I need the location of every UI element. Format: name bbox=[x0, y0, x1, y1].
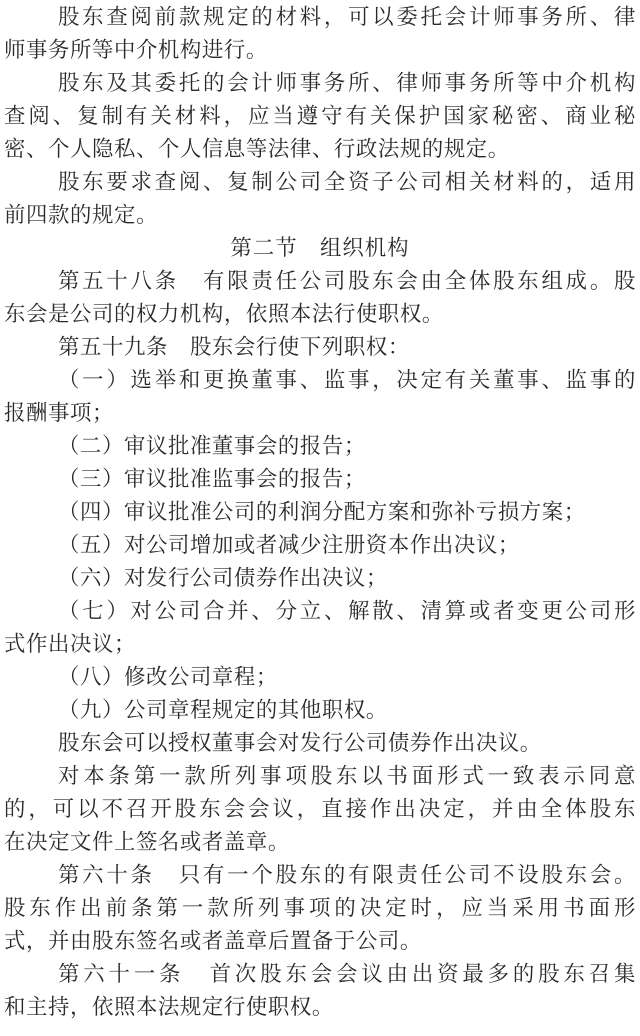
text-line: 东会是公司的权力机构，依照本法行使职权。 bbox=[4, 302, 444, 327]
text-line: （七）对公司合并、分立、解散、清算或者变更公司形 bbox=[58, 599, 636, 624]
text-line: 股东查阅前款规定的材料，可以委托会计师事务所、律 bbox=[58, 5, 636, 30]
text-line: 第五十九条 股东会行使下列职权： bbox=[58, 335, 410, 360]
text-line: 式作出决议； bbox=[4, 632, 136, 657]
text-line: 密、个人隐私、个人信息等法律、行政法规的规定。 bbox=[4, 137, 510, 162]
text-line: 师事务所等中介机构进行。 bbox=[4, 38, 268, 63]
text-line: 的，可以不召开股东会会议，直接作出决定，并由全体股东 bbox=[4, 797, 636, 822]
text-line: 第六十条 只有一个股东的有限责任公司不设股东会。 bbox=[58, 863, 636, 888]
text-line: 第六十一条 首次股东会会议由出资最多的股东召集 bbox=[58, 962, 636, 987]
section-heading: 第二节 组织机构 bbox=[230, 236, 410, 261]
text-line: 在决定文件上签名或者盖章。 bbox=[4, 830, 290, 855]
text-line: 前四款的规定。 bbox=[4, 203, 158, 228]
text-line: 报酬事项； bbox=[4, 401, 114, 426]
text-line: （三）审议批准监事会的报告； bbox=[58, 467, 366, 492]
text-line: 股东要求查阅、复制公司全资子公司相关材料的，适用 bbox=[58, 170, 636, 195]
text-line: 股东作出前条第一款所列事项的决定时，应当采用书面形 bbox=[4, 896, 636, 921]
text-line: 查阅、复制有关材料，应当遵守有关保护国家秘密、商业秘 bbox=[4, 104, 636, 129]
text-line: 第五十八条 有限责任公司股东会由全体股东组成。股 bbox=[58, 269, 636, 294]
text-line: （一）选举和更换董事、监事，决定有关董事、监事的 bbox=[58, 368, 636, 393]
text-line: （八）修改公司章程； bbox=[58, 665, 278, 690]
text-line: （四）审议批准公司的利润分配方案和弥补亏损方案； bbox=[58, 500, 586, 525]
text-line: 式，并由股东签名或者盖章后置备于公司。 bbox=[4, 929, 422, 954]
text-line: 和主持，依照本法规定行使职权。 bbox=[4, 995, 334, 1020]
text-line: （二）审议批准董事会的报告； bbox=[58, 434, 366, 459]
text-line: 股东会可以授权董事会对发行公司债券作出决议。 bbox=[58, 731, 542, 756]
text-line: （五）对公司增加或者减少注册资本作出决议； bbox=[58, 533, 520, 558]
text-line: 股东及其委托的会计师事务所、律师事务所等中介机构 bbox=[58, 71, 636, 96]
text-line: （六）对发行公司债券作出决议； bbox=[58, 566, 388, 591]
text-line: 对本条第一款所列事项股东以书面形式一致表示同意 bbox=[58, 764, 636, 789]
text-line: （九）公司章程规定的其他职权。 bbox=[58, 698, 388, 723]
